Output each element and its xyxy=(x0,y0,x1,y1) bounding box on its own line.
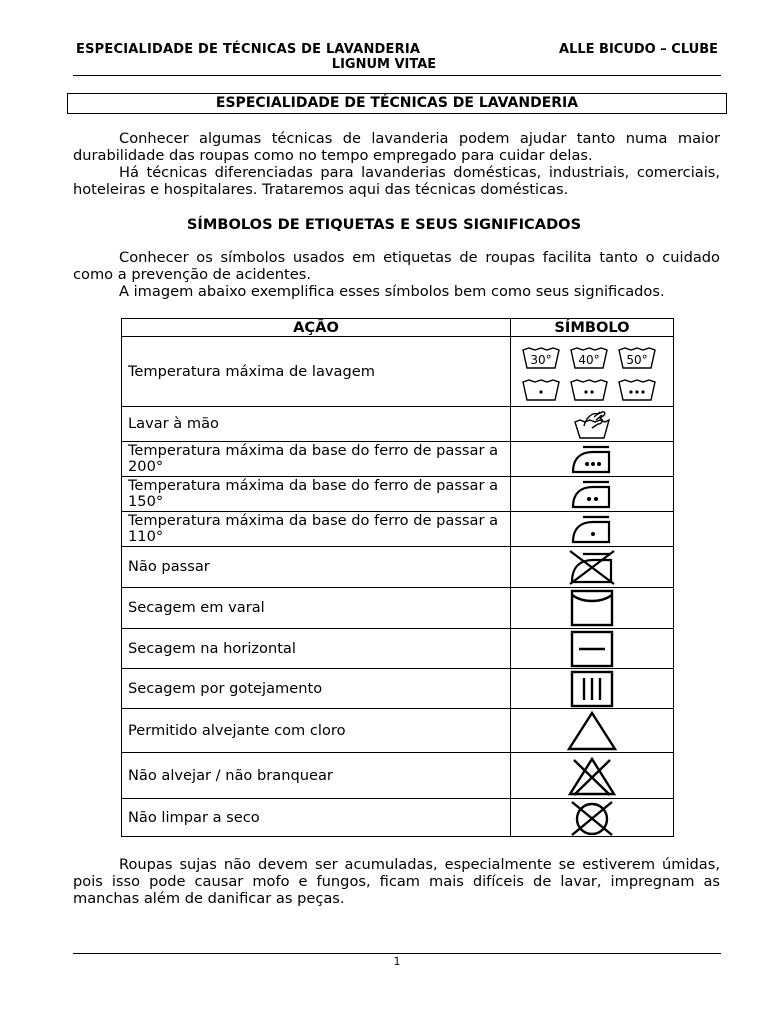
do-not-dry-clean-icon xyxy=(567,800,617,836)
action-cell: Temperatura máxima de lavagem xyxy=(122,337,511,407)
table-row xyxy=(122,709,674,753)
table-row xyxy=(122,337,674,407)
closing-text xyxy=(73,856,720,907)
wash-temp-50: 50° xyxy=(626,352,648,367)
section-text xyxy=(73,249,720,300)
symbol-cell xyxy=(511,799,674,837)
table-row xyxy=(122,442,674,477)
header-sub: LIGNUM VITAE xyxy=(331,57,437,72)
action-cell: Secagem em varal xyxy=(122,588,511,629)
table-row xyxy=(122,547,674,588)
action-cell: Secagem por gotejamento xyxy=(122,669,511,709)
iron-2-dots-icon xyxy=(569,479,615,509)
action-cell: Não passar xyxy=(122,547,511,588)
action-cell: Temperatura máxima da base do ferro de passar a 110° xyxy=(122,512,511,547)
header-divider xyxy=(73,75,721,76)
symbol-cell xyxy=(511,547,674,588)
intro-paragraph-2: Há técnicas diferenciadas para lavanderias domésticas, industriais, comerciais, hoteleiras e hospitalares. Trataremos aqui das técnicas domésticas. xyxy=(73,164,720,198)
header-symbol: SÍMBOLO xyxy=(511,319,674,337)
table-row xyxy=(122,477,674,512)
symbol-cell xyxy=(511,337,674,407)
table-header-row xyxy=(122,319,674,337)
footer-divider xyxy=(73,953,721,954)
symbol-cell xyxy=(511,669,674,709)
action-cell: Permitido alvejante com cloro xyxy=(122,709,511,753)
wash-temp-30: 30° xyxy=(530,352,552,367)
intro-paragraph-1: Conhecer algumas técnicas de lavanderia podem ajudar tanto numa maior durabilidade das roupas como no tempo empregado para cuidar delas. xyxy=(73,130,720,164)
action-cell: Lavar à mão xyxy=(122,407,511,442)
table-row xyxy=(122,588,674,629)
action-cell: Temperatura máxima da base do ferro de passar a 150° xyxy=(122,477,511,512)
symbol-cell xyxy=(511,588,674,629)
table-row xyxy=(122,407,674,442)
bleach-allowed-icon xyxy=(566,710,618,752)
header-left: ESPECIALIDADE DE TÉCNICAS DE LAVANDERIA xyxy=(76,42,421,57)
header-right: ALLE BICUDO – CLUBE xyxy=(559,42,718,57)
action-cell: Secagem na horizontal xyxy=(122,629,511,669)
iron-3-dots-icon xyxy=(569,444,615,474)
table-row xyxy=(122,629,674,669)
table-row xyxy=(122,669,674,709)
action-cell: Não limpar a seco xyxy=(122,799,511,837)
symbol-cell xyxy=(511,407,674,442)
closing-paragraph: Roupas sujas não devem ser acumuladas, especialmente se estiverem úmidas, pois isso pode causar mofo e fungos, ficam mais difíceis de lavar, impregnam as manchas além de danificar as peças. xyxy=(73,856,720,907)
hand-wash-icon xyxy=(572,408,612,440)
line-dry-icon xyxy=(569,589,615,627)
page-number: 1 xyxy=(393,955,401,968)
section-title: SÍMBOLOS DE ETIQUETAS E SEUS SIGNIFICADOS xyxy=(186,216,582,233)
do-not-bleach-icon xyxy=(566,755,618,797)
symbol-cell xyxy=(511,477,674,512)
action-cell: Temperatura máxima da base do ferro de passar a 200° xyxy=(122,442,511,477)
wash-temperature-icons xyxy=(517,340,667,404)
symbols-table xyxy=(121,318,674,837)
document-title: ESPECIALIDADE DE TÉCNICAS DE LAVANDERIA xyxy=(67,93,727,114)
intro-text xyxy=(73,130,720,198)
table-row xyxy=(122,799,674,837)
iron-1-dot-icon xyxy=(569,514,615,544)
wash-temp-40: 40° xyxy=(578,352,600,367)
symbol-cell xyxy=(511,709,674,753)
do-not-iron-icon xyxy=(567,548,617,586)
section-paragraph-2: A imagem abaixo exemplifica esses símbolos bem como seus significados. xyxy=(119,283,665,300)
action-cell: Não alvejar / não branquear xyxy=(122,753,511,799)
header-action: AÇÃO xyxy=(122,319,511,337)
table-row xyxy=(122,753,674,799)
dry-flat-icon xyxy=(569,630,615,668)
symbol-cell xyxy=(511,629,674,669)
table-row xyxy=(122,512,674,547)
drip-dry-icon xyxy=(569,670,615,708)
section-paragraph-1: Conhecer os símbolos usados em etiquetas de roupas facilita tanto o cuidado como a prevenção de acidentes. xyxy=(73,249,720,283)
symbol-cell xyxy=(511,442,674,477)
symbol-cell xyxy=(511,753,674,799)
symbol-cell xyxy=(511,512,674,547)
